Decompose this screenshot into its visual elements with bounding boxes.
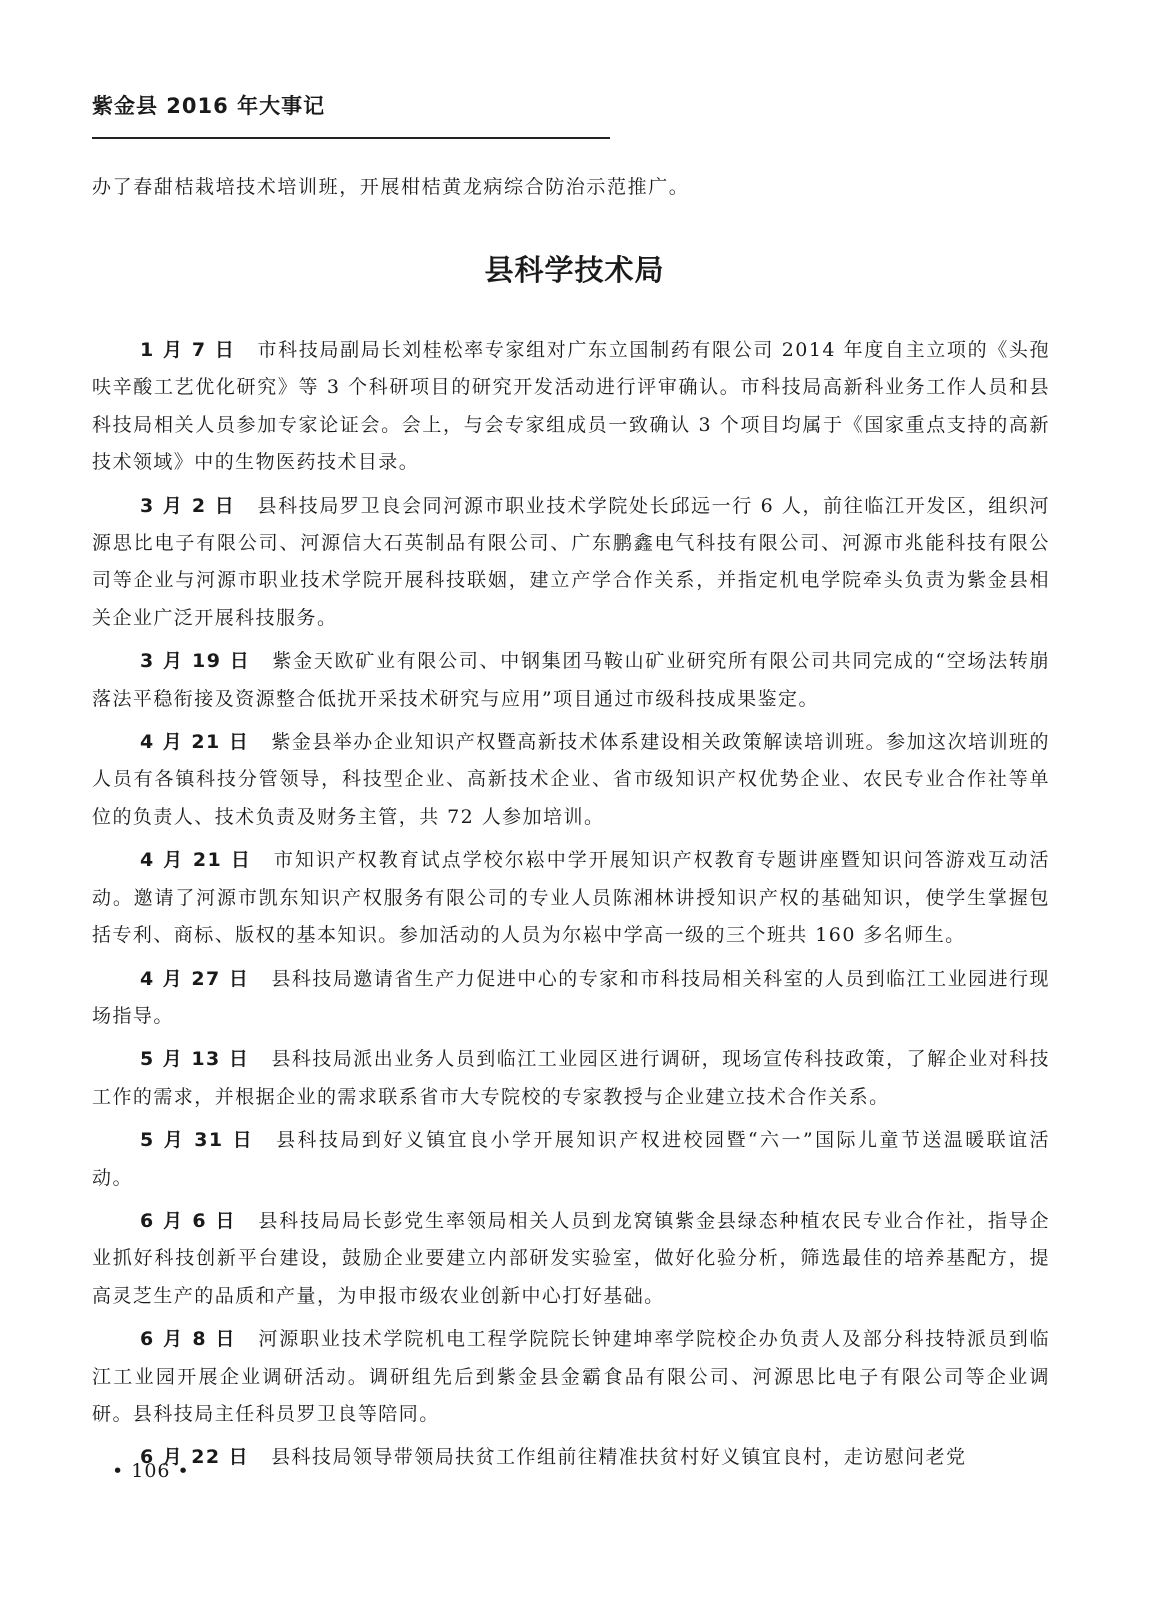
- event-entry: [92, 332, 1050, 482]
- event-date: 6 月 8 日: [140, 1328, 237, 1351]
- event-date: 5 月 13 日: [140, 1048, 250, 1071]
- event-text: 县科技局派出业务人员到临江工业园区进行调研，现场宣传科技政策，了解企业对科技工作的需求，并根据企业的需求联系省市大专院校的专家教授与企业建立技术合作关系。: [92, 1048, 1050, 1108]
- event-entry: [92, 1321, 1050, 1433]
- event-entry: [92, 1439, 1050, 1476]
- event-entry: [92, 724, 1050, 836]
- event-list: [92, 332, 1050, 1483]
- event-date: 4 月 21 日: [140, 731, 250, 754]
- event-text: 县科技局领导带领局扶贫工作组前往精准扶贫村好义镇宜良村，走访慰问老党: [271, 1446, 967, 1469]
- page-number: • 106 •: [112, 1460, 190, 1482]
- running-header: 紫金县 2016 年大事记: [92, 94, 326, 118]
- event-text: 县科技局局长彭党生率领局相关人员到龙窝镇紫金县绿态种植农民专业合作社，指导企业抓好科技创新平台建设，鼓励企业要建立内部研发实验室，做好化验分析，筛选最佳的培养基配方，提高灵芝生产的品质和产量，为申报市级农业创新中心打好基础。: [92, 1209, 1051, 1307]
- event-text: 县科技局罗卫良会同河源市职业技术学院处长邱远一行 6 人，前往临江开发区，组织河源思比电子有限公司、河源信大石英制品有限公司、广东鹏鑫电气科技有限公司、河源市兆能科技有限公司等企业与河源市职业技术学院开展科技联姻，建立产学合作关系，并指定机电学院牵头负责为紫金县相关企业广泛开展科技服务。: [92, 494, 1051, 629]
- event-text: 紫金天欧矿业有限公司、中钢集团马鞍山矿业研究所有限公司共同完成的“空场法转崩落法平稳衔接及资源整合低扰开采技术研究与应用”项目通过市级科技成果鉴定。: [92, 650, 1050, 710]
- event-date: 3 月 19 日: [140, 650, 251, 673]
- section-title: 县科学技术局: [484, 253, 665, 287]
- event-text: 县科技局邀请省生产力促进中心的专家和市科技局相关科室的人员到临江工业园进行现场指导。: [92, 967, 1050, 1027]
- event-date: 3 月 2 日: [140, 494, 236, 517]
- event-entry: [92, 643, 1050, 718]
- event-date: 4 月 21 日: [140, 849, 252, 872]
- event-entry: [92, 961, 1050, 1036]
- event-date: 6 月 6 日: [140, 1209, 237, 1232]
- event-entry: [92, 1203, 1050, 1315]
- header-rule: [92, 137, 610, 139]
- event-text: 县科技局到好义镇宜良小学开展知识产权进校园暨“六一”国际儿童节送温暖联谊活动。: [92, 1129, 1050, 1189]
- event-text: 市科技局副局长刘桂松率专家组对广东立国制药有限公司 2014 年度自主立项的《头孢呋辛酸工艺优化研究》等 3 个科研项目的研究开发活动进行评审确认。市科技局高新科业务工作人员和县科技局相关人员参加专家论证会。会上，与会专家组成员一致确认 3 个项目均属于《国家重点支持的高新技术领域》中的生物医药技术目录。: [92, 339, 1050, 474]
- event-entry: [92, 1041, 1050, 1116]
- event-text: 紫金县举办企业知识产权暨高新技术体系建设相关政策解读培训班。参加这次培训班的人员有各镇科技分管领导，科技型企业、高新技术企业、省市级知识产权优势企业、农民专业合作社等单位的负责人、技术负责及财务主管，共 72 人参加培训。: [92, 731, 1050, 828]
- event-entry: [92, 842, 1050, 954]
- event-entry: [92, 488, 1050, 638]
- event-date: 1 月 7 日: [140, 339, 236, 361]
- event-date: 5 月 31 日: [140, 1129, 255, 1152]
- event-text: 河源职业技术学院机电工程学院院长钟建坤率学院校企办负责人及部分科技特派员到临江工业园开展企业调研活动。调研组先后到紫金县金霸食品有限公司、河源思比电子有限公司等企业调研。县科技局主任科员罗卫良等陪同。: [92, 1328, 1051, 1425]
- event-entry: [92, 1122, 1050, 1197]
- event-text: 市知识产权教育试点学校尔崧中学开展知识产权教育专题讲座暨知识问答游戏互动活动。邀请了河源市凯东知识产权服务有限公司的专业人员陈湘林讲授知识产权的基础知识，使学生掌握包括专利、商标、版权的基本知识。参加活动的人员为尔崧中学高一级的三个班共 160 多名师生。: [92, 849, 1051, 947]
- event-date: 6 月 22 日: [140, 1446, 250, 1469]
- event-date: 4 月 27 日: [140, 967, 250, 990]
- continuation-paragraph: 办了春甜桔栽培技术培训班，开展柑桔黄龙病综合防治示范推广。: [92, 176, 690, 198]
